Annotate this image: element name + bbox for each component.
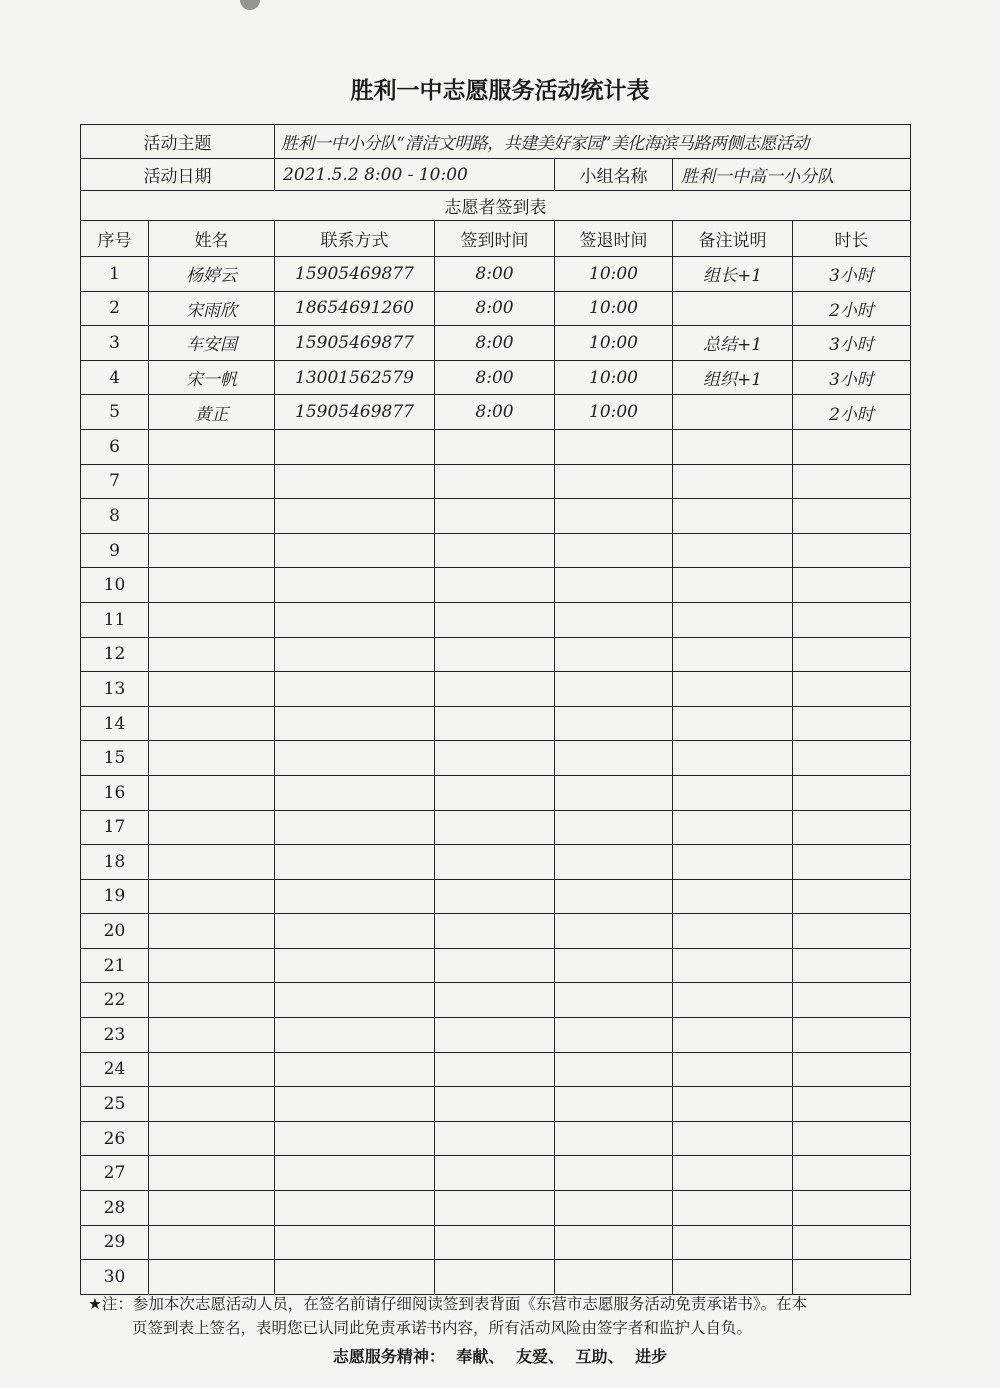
scan-artifact: [240, 0, 260, 10]
check-in-time: [435, 637, 555, 672]
check-in-time: 8:00: [435, 395, 555, 430]
row-number: 30: [81, 1260, 149, 1295]
check-in-time: 8:00: [435, 360, 555, 395]
row-number: 15: [81, 741, 149, 776]
volunteer-name: [149, 464, 275, 499]
remark: [673, 1191, 793, 1226]
volunteer-phone: [275, 637, 435, 672]
check-in-time: 8:00: [435, 291, 555, 326]
remark: [673, 464, 793, 499]
col-name: 姓名: [149, 221, 275, 257]
duration: [793, 1260, 911, 1295]
check-out-time: [555, 1156, 673, 1191]
check-in-time: [435, 1018, 555, 1053]
volunteer-phone: [275, 499, 435, 534]
volunteer-phone: [275, 1191, 435, 1226]
volunteer-phone: [275, 568, 435, 603]
check-in-time: [435, 533, 555, 568]
remark: [673, 914, 793, 949]
volunteer-name: [149, 1260, 275, 1295]
check-out-time: [555, 741, 673, 776]
row-number: 18: [81, 845, 149, 880]
duration: [793, 499, 911, 534]
check-out-time: [555, 1121, 673, 1156]
theme-label: 活动主题: [81, 125, 275, 159]
check-in-time: [435, 602, 555, 637]
check-out-time: [555, 1018, 673, 1053]
duration: [793, 429, 911, 464]
row-number: 13: [81, 672, 149, 707]
check-out-time: [555, 637, 673, 672]
check-in-time: [435, 706, 555, 741]
volunteer-name: [149, 429, 275, 464]
volunteer-name: [149, 879, 275, 914]
check-out-time: [555, 914, 673, 949]
duration: [793, 775, 911, 810]
volunteer-phone: [275, 1052, 435, 1087]
check-out-time: [555, 948, 673, 983]
remark: [673, 879, 793, 914]
remark: [673, 948, 793, 983]
row-number: 9: [81, 533, 149, 568]
volunteer-phone: [275, 1156, 435, 1191]
row-number: 25: [81, 1087, 149, 1122]
check-out-time: 10:00: [555, 360, 673, 395]
remark: [673, 1052, 793, 1087]
check-out-time: 10:00: [555, 291, 673, 326]
check-out-time: [555, 810, 673, 845]
row-number: 16: [81, 775, 149, 810]
check-in-time: [435, 1225, 555, 1260]
volunteer-phone: [275, 1260, 435, 1295]
remark: [673, 533, 793, 568]
table-row: [81, 499, 911, 534]
volunteer-phone: [275, 879, 435, 914]
remark: [673, 775, 793, 810]
date-value: 2021.5.2 8:00 - 10:00: [275, 159, 555, 191]
volunteer-phone: [275, 672, 435, 707]
duration: [793, 706, 911, 741]
table-row: [81, 1121, 911, 1156]
table-row: [81, 326, 911, 361]
volunteer-name: 车安国: [149, 326, 275, 361]
section-title: 志愿者签到表: [81, 191, 911, 221]
duration: [793, 464, 911, 499]
table-row: [81, 1191, 911, 1226]
statistics-table: [80, 124, 911, 1295]
duration: [793, 845, 911, 880]
check-out-time: [555, 533, 673, 568]
row-number: 14: [81, 706, 149, 741]
table-row: [81, 1225, 911, 1260]
table-row: [81, 291, 911, 326]
row-number: 6: [81, 429, 149, 464]
duration: 3小时: [793, 257, 911, 292]
remark: [673, 1087, 793, 1122]
volunteer-phone: 15905469877: [275, 395, 435, 430]
row-number: 21: [81, 948, 149, 983]
row-number: 29: [81, 1225, 149, 1260]
col-seq: 序号: [81, 221, 149, 257]
volunteer-name: [149, 845, 275, 880]
col-checkout: 签退时间: [555, 221, 673, 257]
remark: [673, 672, 793, 707]
volunteer-name: [149, 1121, 275, 1156]
volunteer-phone: [275, 775, 435, 810]
remark: [673, 810, 793, 845]
check-out-time: [555, 429, 673, 464]
check-out-time: [555, 879, 673, 914]
form-title: 胜利一中志愿服务活动统计表: [350, 78, 650, 104]
table-row: [81, 360, 911, 395]
row-number: 22: [81, 983, 149, 1018]
check-out-time: [555, 602, 673, 637]
check-out-time: [555, 1260, 673, 1295]
check-in-time: [435, 879, 555, 914]
row-number: 23: [81, 1018, 149, 1053]
volunteer-name: [149, 983, 275, 1018]
note-line-2: 页签到表上签名，表明您已认同此免责承诺书内容，所有活动风险由签字者和监护人自负。: [132, 1319, 753, 1337]
check-out-time: [555, 568, 673, 603]
volunteer-name: [149, 706, 275, 741]
col-checkin: 签到时间: [435, 221, 555, 257]
table-row: [81, 637, 911, 672]
check-in-time: [435, 983, 555, 1018]
duration: 3小时: [793, 360, 911, 395]
table-row: [81, 775, 911, 810]
date-row: [81, 159, 911, 191]
volunteer-name: [149, 672, 275, 707]
check-in-time: [435, 845, 555, 880]
row-number: 10: [81, 568, 149, 603]
remark: [673, 1121, 793, 1156]
check-out-time: [555, 1087, 673, 1122]
date-label: 活动日期: [81, 159, 275, 191]
disclaimer-note: [88, 1292, 910, 1340]
column-header-row: [81, 221, 911, 257]
duration: [793, 948, 911, 983]
remark: [673, 291, 793, 326]
remark: [673, 395, 793, 430]
duration: [793, 568, 911, 603]
volunteer-phone: 15905469877: [275, 257, 435, 292]
duration: [793, 1225, 911, 1260]
row-number: 19: [81, 879, 149, 914]
duration: 2小时: [793, 395, 911, 430]
row-number: 3: [81, 326, 149, 361]
remark: [673, 637, 793, 672]
volunteer-phone: 15905469877: [275, 326, 435, 361]
duration: [793, 879, 911, 914]
volunteer-name: [149, 1225, 275, 1260]
table-row: [81, 257, 911, 292]
check-in-time: [435, 1156, 555, 1191]
row-number: 8: [81, 499, 149, 534]
volunteer-phone: [275, 706, 435, 741]
note-line-1: ★注：参加本次志愿活动人员，在签名前请仔细阅读签到表背面《东营市志愿服务活动免责承诺书》。在本: [88, 1295, 808, 1313]
theme-value: 胜利一中小分队“清洁文明路，共建美好家园”美化海滨马路两侧志愿活动: [275, 125, 911, 159]
volunteer-name: [149, 810, 275, 845]
remark: [673, 568, 793, 603]
check-in-time: [435, 775, 555, 810]
volunteer-name: [149, 775, 275, 810]
remark: [673, 602, 793, 637]
volunteer-name: [149, 1087, 275, 1122]
check-out-time: 10:00: [555, 326, 673, 361]
check-out-time: [555, 672, 673, 707]
duration: 2小时: [793, 291, 911, 326]
volunteer-phone: [275, 1087, 435, 1122]
volunteer-phone: [275, 1121, 435, 1156]
check-out-time: [555, 1191, 673, 1226]
row-number: 20: [81, 914, 149, 949]
check-in-time: [435, 672, 555, 707]
check-in-time: [435, 464, 555, 499]
remark: 组长+1: [673, 257, 793, 292]
remark: [673, 741, 793, 776]
row-number: 12: [81, 637, 149, 672]
check-out-time: [555, 845, 673, 880]
table-row: [81, 1260, 911, 1295]
volunteer-phone: [275, 914, 435, 949]
table-row: [81, 706, 911, 741]
col-hours: 时长: [793, 221, 911, 257]
check-out-time: 10:00: [555, 395, 673, 430]
remark: 总结+1: [673, 326, 793, 361]
volunteer-name: 宋一帆: [149, 360, 275, 395]
row-number: 17: [81, 810, 149, 845]
volunteer-name: [149, 948, 275, 983]
check-out-time: 10:00: [555, 257, 673, 292]
duration: [793, 1087, 911, 1122]
check-out-time: [555, 499, 673, 534]
check-out-time: [555, 1225, 673, 1260]
check-in-time: [435, 429, 555, 464]
check-in-time: [435, 1087, 555, 1122]
row-number: 27: [81, 1156, 149, 1191]
check-out-time: [555, 1052, 673, 1087]
remark: [673, 1260, 793, 1295]
check-out-time: [555, 706, 673, 741]
check-in-time: [435, 741, 555, 776]
table-row: [81, 568, 911, 603]
volunteer-spirit: 志愿服务精神： 奉献、 友爱、 互助、 进步: [332, 1347, 668, 1366]
table-row: [81, 1087, 911, 1122]
group-label: 小组名称: [555, 159, 673, 191]
volunteer-name: 宋雨欣: [149, 291, 275, 326]
remark: [673, 1156, 793, 1191]
volunteer-name: [149, 568, 275, 603]
check-in-time: [435, 914, 555, 949]
row-number: 5: [81, 395, 149, 430]
table-row: [81, 983, 911, 1018]
col-remark: 备注说明: [673, 221, 793, 257]
volunteer-phone: [275, 602, 435, 637]
duration: [793, 741, 911, 776]
table-row: [81, 810, 911, 845]
row-number: 28: [81, 1191, 149, 1226]
row-number: 4: [81, 360, 149, 395]
volunteer-phone: [275, 1018, 435, 1053]
check-in-time: 8:00: [435, 326, 555, 361]
table-row: [81, 879, 911, 914]
duration: [793, 1121, 911, 1156]
remark: [673, 1018, 793, 1053]
table-row: [81, 429, 911, 464]
volunteer-phone: [275, 983, 435, 1018]
row-number: 7: [81, 464, 149, 499]
volunteer-name: [149, 602, 275, 637]
remark: [673, 983, 793, 1018]
volunteer-phone: 18654691260: [275, 291, 435, 326]
table-row: [81, 672, 911, 707]
duration: [793, 983, 911, 1018]
volunteer-phone: 13001562579: [275, 360, 435, 395]
duration: 3小时: [793, 326, 911, 361]
check-in-time: 8:00: [435, 257, 555, 292]
group-value: 胜利一中高一小分队: [673, 159, 911, 191]
remark: [673, 706, 793, 741]
duration: [793, 672, 911, 707]
volunteer-phone: [275, 533, 435, 568]
check-out-time: [555, 775, 673, 810]
remark: [673, 429, 793, 464]
table-row: [81, 741, 911, 776]
volunteer-phone: [275, 464, 435, 499]
col-phone: 联系方式: [275, 221, 435, 257]
volunteer-name: [149, 1018, 275, 1053]
remark: 组织+1: [673, 360, 793, 395]
volunteer-phone: [275, 429, 435, 464]
row-number: 11: [81, 602, 149, 637]
row-number: 26: [81, 1121, 149, 1156]
volunteer-name: [149, 914, 275, 949]
volunteer-name: [149, 637, 275, 672]
duration: [793, 1156, 911, 1191]
volunteer-name: [149, 533, 275, 568]
table-row: [81, 533, 911, 568]
check-in-time: [435, 1121, 555, 1156]
volunteer-name: [149, 741, 275, 776]
volunteer-phone: [275, 741, 435, 776]
volunteer-phone: [275, 948, 435, 983]
volunteer-name: 杨婷云: [149, 257, 275, 292]
duration: [793, 533, 911, 568]
volunteer-phone: [275, 845, 435, 880]
check-in-time: [435, 810, 555, 845]
volunteer-phone: [275, 810, 435, 845]
table-row: [81, 914, 911, 949]
remark: [673, 845, 793, 880]
theme-row: [81, 125, 911, 159]
check-in-time: [435, 1191, 555, 1226]
check-in-time: [435, 499, 555, 534]
duration: [793, 602, 911, 637]
table-row: [81, 845, 911, 880]
section-row: [81, 191, 911, 221]
table-row: [81, 1156, 911, 1191]
duration: [793, 637, 911, 672]
row-number: 1: [81, 257, 149, 292]
duration: [793, 810, 911, 845]
check-out-time: [555, 983, 673, 1018]
volunteer-name: [149, 499, 275, 534]
duration: [793, 1018, 911, 1053]
row-number: 2: [81, 291, 149, 326]
volunteer-name: [149, 1191, 275, 1226]
volunteer-name: 黄正: [149, 395, 275, 430]
table-row: [81, 395, 911, 430]
check-out-time: [555, 464, 673, 499]
volunteer-name: [149, 1156, 275, 1191]
row-number: 24: [81, 1052, 149, 1087]
check-in-time: [435, 568, 555, 603]
duration: [793, 914, 911, 949]
volunteer-phone: [275, 1225, 435, 1260]
table-row: [81, 1052, 911, 1087]
duration: [793, 1191, 911, 1226]
duration: [793, 1052, 911, 1087]
remark: [673, 1225, 793, 1260]
check-in-time: [435, 948, 555, 983]
volunteer-name: [149, 1052, 275, 1087]
remark: [673, 499, 793, 534]
check-in-time: [435, 1052, 555, 1087]
table-row: [81, 602, 911, 637]
check-in-time: [435, 1260, 555, 1295]
table-row: [81, 948, 911, 983]
table-row: [81, 464, 911, 499]
table-row: [81, 1018, 911, 1053]
